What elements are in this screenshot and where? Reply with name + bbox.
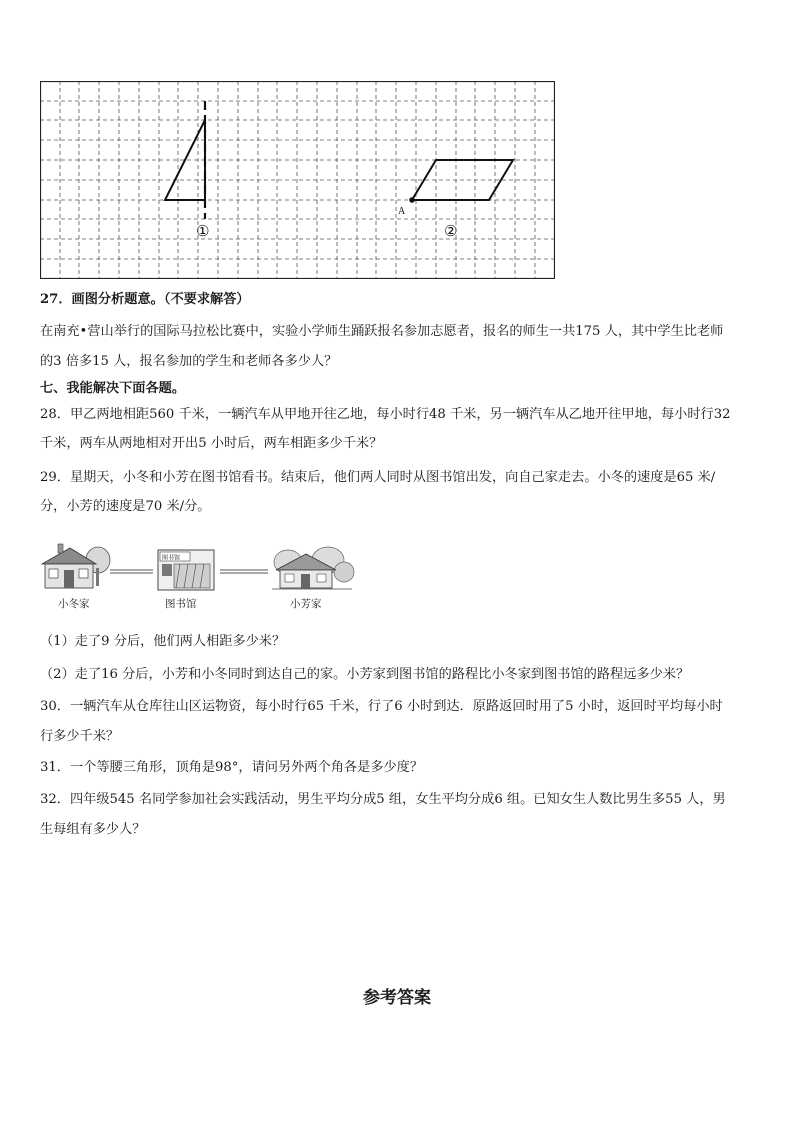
point-a bbox=[409, 197, 415, 203]
q28-line2: 千米，两车从两地相对开出5 小时后，两车相距多少千米？ bbox=[40, 436, 383, 451]
grid-figure bbox=[40, 81, 555, 279]
triangle-shape bbox=[165, 120, 205, 200]
answer-title: 参考答案 bbox=[363, 988, 431, 1008]
q27-title: 27．画图分析题意。（不要求解答） bbox=[40, 292, 250, 307]
figure-label-1: ① bbox=[196, 222, 210, 240]
q32-line2: 生每组有多少人？ bbox=[40, 822, 146, 837]
figure-label-2: ② bbox=[444, 222, 458, 240]
q28-line1: 28．甲乙两地相距560 千米，一辆汽车从甲地开往乙地，每小时行48 千米，另一辆汽车从乙地开往甲地，每小时行32 bbox=[40, 407, 731, 422]
q29-sub1: （1）走了9 分后，他们两人相距多少米？ bbox=[40, 634, 286, 649]
library-icon bbox=[158, 550, 214, 590]
house-b-icon bbox=[272, 547, 354, 589]
q29-line2: 分，小芳的速度是70 米/分。 bbox=[40, 499, 211, 514]
q30-line2: 行多少千米？ bbox=[40, 729, 120, 744]
q31-line1: 31．一个等腰三角形，顶角是98°，请问另外两个角各是多少度？ bbox=[40, 760, 424, 775]
point-a-label: A bbox=[398, 206, 406, 217]
q29-sub2: （2）走了16 分后，小芳和小冬同时到达自己的家。小芳家到图书馆的路程比小冬家到图书馆的路程远多少米？ bbox=[40, 667, 690, 682]
section7-title: 七、我能解决下面各题。 bbox=[40, 381, 186, 396]
q32-line1: 32．四年级545 名同学参加社会实践活动，男生平均分成5 组，女生平均分成6 组。已知女生人数比男生多55 人，男 bbox=[40, 792, 726, 807]
label-home-a: 小冬家 bbox=[58, 598, 90, 610]
library-sign: 图书馆 bbox=[162, 554, 181, 562]
q27-line1: 在南充•营山举行的国际马拉松比赛中，实验小学师生踊跃报名参加志愿者，报名的师生一共175 人，其中学生比老师 bbox=[40, 324, 724, 339]
label-home-b: 小芳家 bbox=[290, 598, 322, 610]
house-a-icon bbox=[42, 544, 110, 588]
q27-line2: 的3 倍多15 人，报名参加的学生和老师各多少人？ bbox=[40, 354, 338, 369]
q29-line1: 29．星期天，小冬和小芳在图书馆看书。结束后，他们两人同时从图书馆出发，向自己家走去。小冬的速度是65 米/ bbox=[40, 470, 716, 485]
q30-line1: 30．一辆汽车从仓库往山区运物资，每小时行65 千米，行了6 小时到达．原路返回时用了5 小时，返回时平均每小时 bbox=[40, 699, 723, 714]
label-library: 图书馆 bbox=[165, 598, 197, 610]
